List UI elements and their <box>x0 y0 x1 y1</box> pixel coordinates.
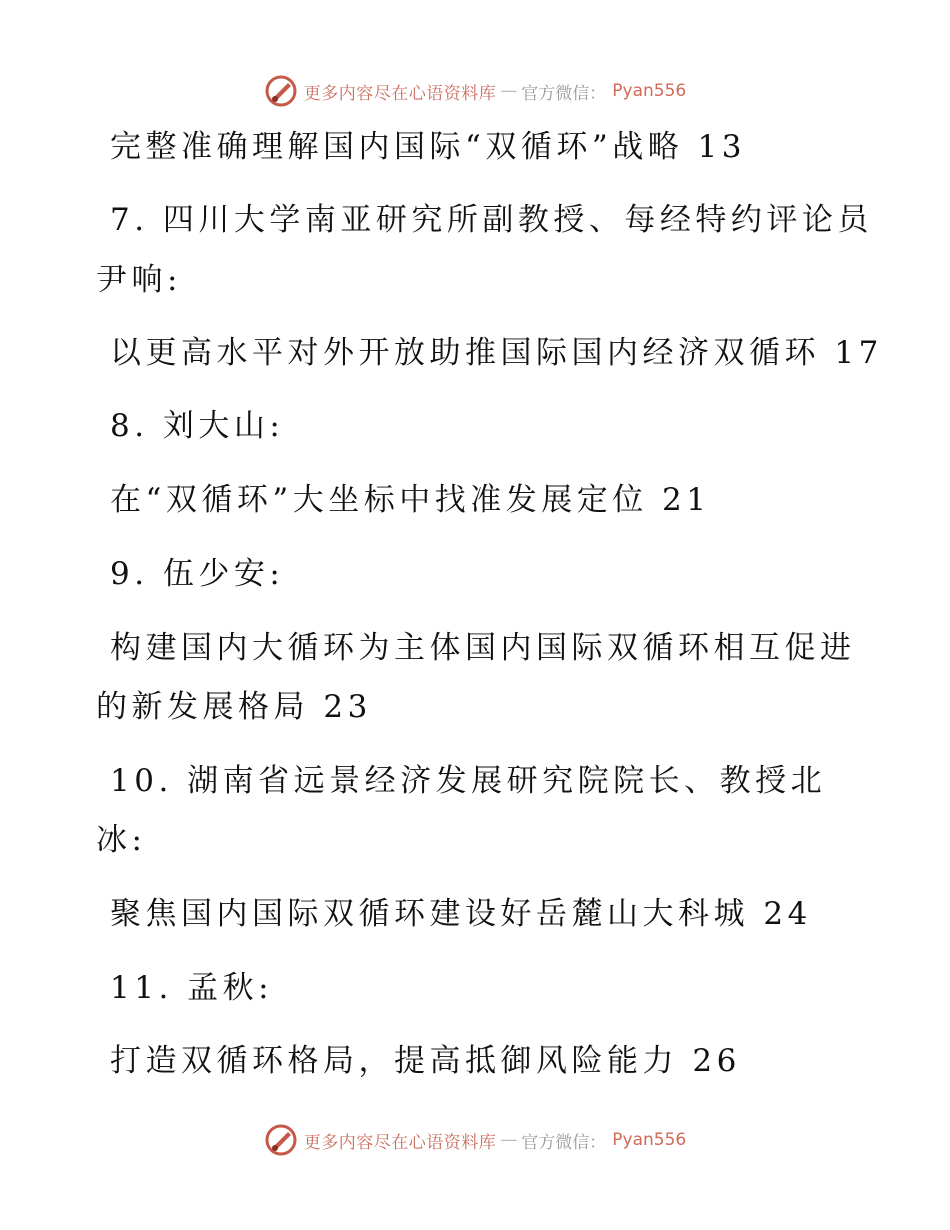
toc-entry-number: 10. 湖南省远景经济发展研究院院长、教授北 <box>110 763 827 799</box>
toc-entry-number: 8. 刘大山: <box>110 408 285 444</box>
toc-entry-number: 7. 四川大学南亚研究所副教授、每经特约评论员 <box>110 202 873 238</box>
brush-seal-icon <box>264 74 298 108</box>
toc-entry-author: 冰: <box>96 822 147 858</box>
toc-entry-title-cont: 的新发展格局 23 <box>96 689 372 725</box>
watermark-handle: Pyan556 <box>612 81 687 101</box>
header-watermark <box>0 71 950 111</box>
watermark-wechat-label: 官方微信： <box>521 83 607 104</box>
toc-entry-title: 完整准确理解国内国际“双循环”战略 13 <box>110 129 746 165</box>
toc-entry-title: 聚焦国内国际双循环建设好岳麓山大科城 24 <box>110 896 812 932</box>
watermark-site-text: 更多内容尽在心语资料库 <box>303 83 497 104</box>
toc-entry-number: 9. 伍少安: <box>110 556 285 592</box>
watermark-dash: — <box>500 1130 518 1150</box>
watermark-wechat-label: 官方微信： <box>521 1132 607 1153</box>
watermark-site-text: 更多内容尽在心语资料库 <box>303 1132 497 1153</box>
footer-watermark <box>0 1120 950 1160</box>
toc-entry-title: 在“双循环”大坐标中找准发展定位 21 <box>110 482 711 518</box>
watermark-handle: Pyan556 <box>612 1130 687 1150</box>
toc-entry-author: 尹响: <box>96 262 182 298</box>
toc-entry-title: 构建国内大循环为主体国内国际双循环相互促进 <box>110 630 856 666</box>
toc-entry-title: 打造双循环格局，提高抵御风险能力 26 <box>110 1043 741 1079</box>
watermark-dash: — <box>500 81 518 101</box>
toc-entry-number: 11. 孟秋: <box>110 970 274 1006</box>
toc-entry-title: 以更高水平对外开放助推国际国内经济双循环 17 <box>110 335 883 371</box>
brush-seal-icon <box>264 1123 298 1157</box>
